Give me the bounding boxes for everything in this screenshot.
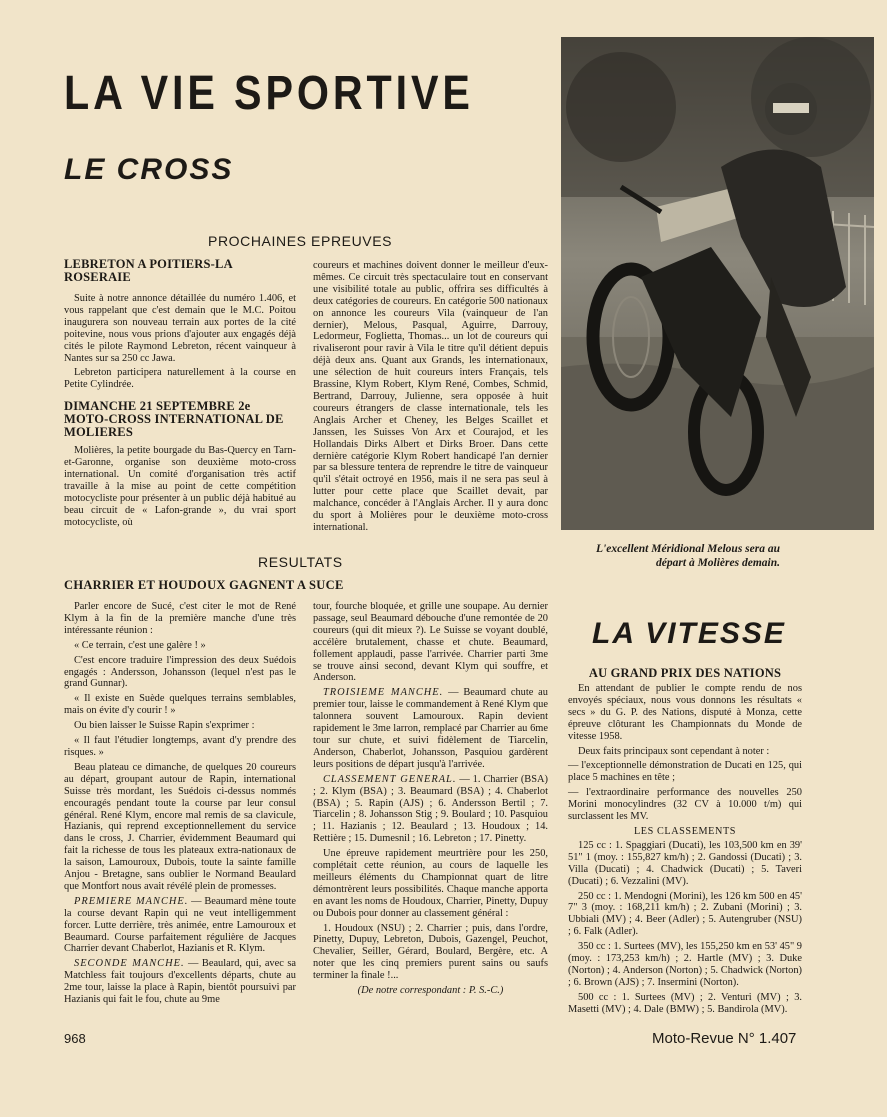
article-title-suce: CHARRIER ET HOUDOUX GAGNENT A SUCE: [64, 578, 344, 592]
article-paragraph: Une épreuve rapidement meurtrière pour les 250, complétait cette réunion, au cours de laquelle les meilleurs éléments du Championnat quart de litre démontrèrent leurs possibilités. Chaque manche apporta en avant les noms de Houdoux, Charrier, Pinetty, Dupuy ou Dubois pour donner au classement général :: [313, 848, 548, 919]
column-left-bottom: [64, 601, 296, 1009]
article-paragraph: 1. Houdoux (NSU) ; 2. Charrier ; puis, dans l'ordre, Pinetty, Dupuy, Lebreton, Dubois, Gazengel, Peuchot, Chevalier, Seiller, Gérard, Boulard, Bergère, etc. A noter que les cinq premiers purent sains ou saufs terminer la finale !...: [313, 922, 548, 982]
article-paragraph: « Ce terrain, c'est une galère ! »: [74, 639, 206, 651]
photo-caption: L'excellent Méridional Melous sera au départ à Molières demain.: [596, 543, 780, 569]
heat-label: TROISIEME MANCHE.: [323, 687, 444, 699]
article-paragraph: « Il faut l'étudier longtemps, avant d'y prendre des risques. »: [64, 735, 296, 758]
article-paragraph: tour, fourche bloquée, et grille une soupape. Au dernier passage, seul Beaumard débouche d'une remontée de 20 coureurs (qui dit mieux ?). Le Suisse se voyant doublé, accélère brutalement, chasse et chute. Beaumard, follement applaudi, passe l'arrivée. Charrier parti 3me se trouve ainsi second, devant Klym qui souffre, et Anderson.: [313, 601, 548, 684]
results-350cc: 350 cc : 1. Surtees (MV), les 155,250 km en 53' 45" 9 (moy. : 173,253 km/h) ; 2. Hartle (MV) ; 3. Duke (Norton) ; 4. Anderson (Norton) ; 5. Chadwick (Norton) ; 6. Brown (AJS) ; 7. Insermini (Norton).: [568, 941, 802, 988]
motocross-photo: [561, 37, 874, 530]
article-title-grand-prix: AU GRAND PRIX DES NATIONS: [588, 666, 782, 680]
ranking-label: CLASSEMENT GENERAL.: [323, 773, 457, 785]
article-title-lebreton: LEBRETON A POITIERS-LA ROSERAIE: [64, 257, 233, 284]
article-paragraph: Ou bien laisser le Suisse Rapin s'exprimer :: [74, 720, 255, 732]
column-right-bottom: [568, 667, 802, 1019]
heat-label: SECONDE MANCHE.: [74, 958, 185, 970]
heat-label: PREMIERE MANCHE.: [74, 895, 189, 907]
article-paragraph: « Il existe en Suède quelques terrains semblables, mais on évite d'y courir ! »: [64, 693, 296, 717]
results-250cc: 250 cc : 1. Mendogni (Morini), les 126 km 500 en 45' 7" 3 (moy. : 168,211 km/h) ; 2. Zubani (Morini) ; 3. Ubbiali (MV) ; 4. Beer (Adler) ; 5. Autengruber (NSU) ; 6. Falk (Adler).: [568, 890, 802, 938]
article-paragraph: [313, 774, 548, 845]
article-paragraph: En attendant de publier le compte rendu de nos envoyés spéciaux, nous vous donnons les résultats « secs » du G. P. des Nations, disputé à Monza, cette épreuve clôturant les Championnats du Monde de vitesse 1958.: [568, 683, 802, 742]
section-title-cross: LE CROSS: [64, 153, 234, 186]
article-paragraph: [64, 896, 296, 956]
column-left-top: [64, 258, 296, 532]
article-paragraph: Lebreton participera naturellement à la course en Petite Cylindrée.: [64, 367, 296, 391]
classements-heading: LES CLASSEMENTS: [633, 825, 737, 837]
results-500cc: 500 cc : 1. Surtees (MV) ; 2. Venturi (MV) ; 3. Masetti (MV) ; 4. Dale (BMW) ; 5. Bandirola (MV).: [568, 991, 802, 1015]
column-middle-bottom: [313, 601, 548, 1000]
article-paragraph: coureurs et machines doivent donner le meilleur d'eux-mêmes. Ce circuit très spectaculaire tout en conservant une visibilité totale au public, offrira ses difficultés à deux catégories de coureurs. En catégorie 500 nationaux on annonce les coureurs Vila (vainqueur de l'an dernier), Melous, Pasqual, Aguirre, Darrouy, Ledormeur, Foglietta, Thomas... un lot de coureurs qui rivaliseront pour ravir à Vila le titre qu'il détient depuis déjà deux ans. Quant aux Grands, les internationaux, une sélection de huit coureurs inters Français, tels Brassine, Klym Robert, Klym René, Combes, Schmid, Bertrand, Darrouy, Julienne, sera opposée à huit coureurs étrangers de classe internationale, tels les Anglais Archer et Cheney, les Belges Scaillet et Janssen, les Suisses Von Arx et Courajod, et les Hollandais Dirks Albert et Dirks Broer. Dans cette dernière catégorie Klym Robert handicapé l'an dernier par sa blessure tentera de reprendre le titre de vainqueur qu'il s'était octroyé en 1956, mais il ne sera pas seul à lutter pour cette place que Scaillet devait, par malchance, concéder à l'Anglais Archer. Il y aura donc du sport à Molières pour le deuxième moto-cross international.: [313, 260, 548, 533]
article-title-molieres: DIMANCHE 21 SEPTEMBRE 2e MOTO-CROSS INTERNATIONAL DE MOLIERES: [64, 399, 284, 440]
article-paragraph: [64, 958, 296, 1006]
results-125cc: 125 cc : 1. Spaggiari (Ducati), les 103,500 km en 39' 51" 1 (moy. : 155,827 km/h) ; 2. Gandossi (Ducati) ; 3. Villa (Ducati) ; 4. Chadwick (Ducati) ; 5. Taveri (Ducati) ; 6. Vezzalini (MV).: [568, 839, 802, 887]
article-paragraph: Molières, la petite bourgade du Bas-Quercy en Tarn-et-Garonne, organise son deuxième moto-cross international. Un comité d'organisation très actif travaille à la mise au point de cette compétition motocycliste pour présenter à un public déjà habitué au beau circuit de « Lafon-grande », du vrai sport motocycliste, où: [64, 445, 296, 528]
magazine-issue: Moto-Revue N° 1.407: [652, 1030, 797, 1047]
article-paragraph: — l'exceptionnelle démonstration de Ducati en 125, qui place 5 machines en tête ;: [568, 760, 802, 784]
heat-text: — Beaulard, qui, avec sa Matchless fait toujours d'excellents départs, chute au 2me tour, laisse la place à Rapin, bientôt poursuivi par Hazianis qui fait le fou, chute au 9me: [64, 958, 296, 1006]
article-paragraph: C'est encore traduire l'impression des deux Suédois engagés : Andersson, Johansson (lequel n'est pas le grand Gunnar).: [64, 654, 296, 690]
article-paragraph: [313, 687, 548, 770]
section-heading-prochaines: PROCHAINES EPREUVES: [208, 233, 393, 249]
section-heading-resultats: RESULTATS: [258, 554, 343, 570]
article-paragraph: Beau plateau ce dimanche, de quelques 20 coureurs au départ, groupant autour de Rapin, international Suisse très mordant, les Suédois ci-dessus nommés encouragés pendant toute la course par leur consul général. René Klym, encore mal remis de sa clavicule, Hazianis, qui reprend exceptionnellement du service dans le cross, J. Charrier, évidemment Beaumard qui fait la richesse de tous les plateaux extra-nationaux de la saison, Lamouroux, Dubois, toute la sainte famille Anjou - Bretagne, sans oublier le Normand Beaulard que Montfort nous avait révélé plein de promesses.: [64, 761, 296, 892]
column-middle-top: [313, 260, 548, 537]
motocross-rider-image: [561, 37, 874, 530]
article-paragraph: Parler encore de Sucé, c'est citer le mot de René Klym à la fin de la première manche d'une très intéressante réunion :: [64, 601, 296, 636]
heat-text: — Beaumard chute au premier tour, laisse le commandement à René Klym que talonnera souvent Lamouroux. Rapin devient rapidement le 3me larron, remplacé par Charrier au 6me tour sur chute, et suivi fidèlement de Tiarcelin, Anderson, Chaberlot, Johansson, Pasquiou gardèrent leurs positions de départ jusqu'à l'arrivée.: [313, 687, 548, 770]
page-number: 968: [64, 1031, 86, 1046]
article-paragraph: Deux faits principaux sont cependant à noter :: [578, 745, 770, 757]
ranking-text: — 1. Charrier (BSA) ; 2. Klym (BSA) ; 3. Beaumard (BSA) ; 4. Chaberlot (BSA) ; 5. Rapin (AJS) ; 6. Andersson Bertil ; 7. Tiarcelin ; 8. Johansson Stig ; 9. Boulard ; 10. Pasquiou ; 11. Hazianis ; 12. Beaulard ; 13. Houdoux ; 14. Rettière ; 15. Dumesnil ; 16. Lebreton ; 17. Pinetty.: [313, 773, 548, 845]
section-title-vitesse: LA VITESSE: [592, 617, 786, 650]
heat-text: — Beaumard mène toute la course devant Rapin qui ne veut intelligemment forcer. Lutte derrière, très animée, entre Lamouroux et Beaumard. Course parfaitement régulière de Jacques Charrier devant Chaberlot, Hazianis et R. Klym.: [64, 895, 296, 955]
article-paragraph: Suite à notre annonce détaillée du numéro 1.406, et vous rappelant que c'est demain que le M.C. Poitou inaugurera son nouveau terrain aux portes de la cité poitevine, nous vous prions d'ajouter aux engagés déjà cités le pilote Raymond Lebreton, récent vainqueur à Nantes sur sa 250 cc Jawa.: [64, 293, 296, 364]
author-signature: (De notre correspondant : P. S.-C.): [357, 985, 504, 997]
page-title: LA VIE SPORTIVE: [64, 67, 474, 120]
article-paragraph: — l'extraordinaire performance des nouvelles 250 Morini monocylindres (32 CV à 10.000 t/m) qui surclassent les MV.: [568, 787, 802, 823]
